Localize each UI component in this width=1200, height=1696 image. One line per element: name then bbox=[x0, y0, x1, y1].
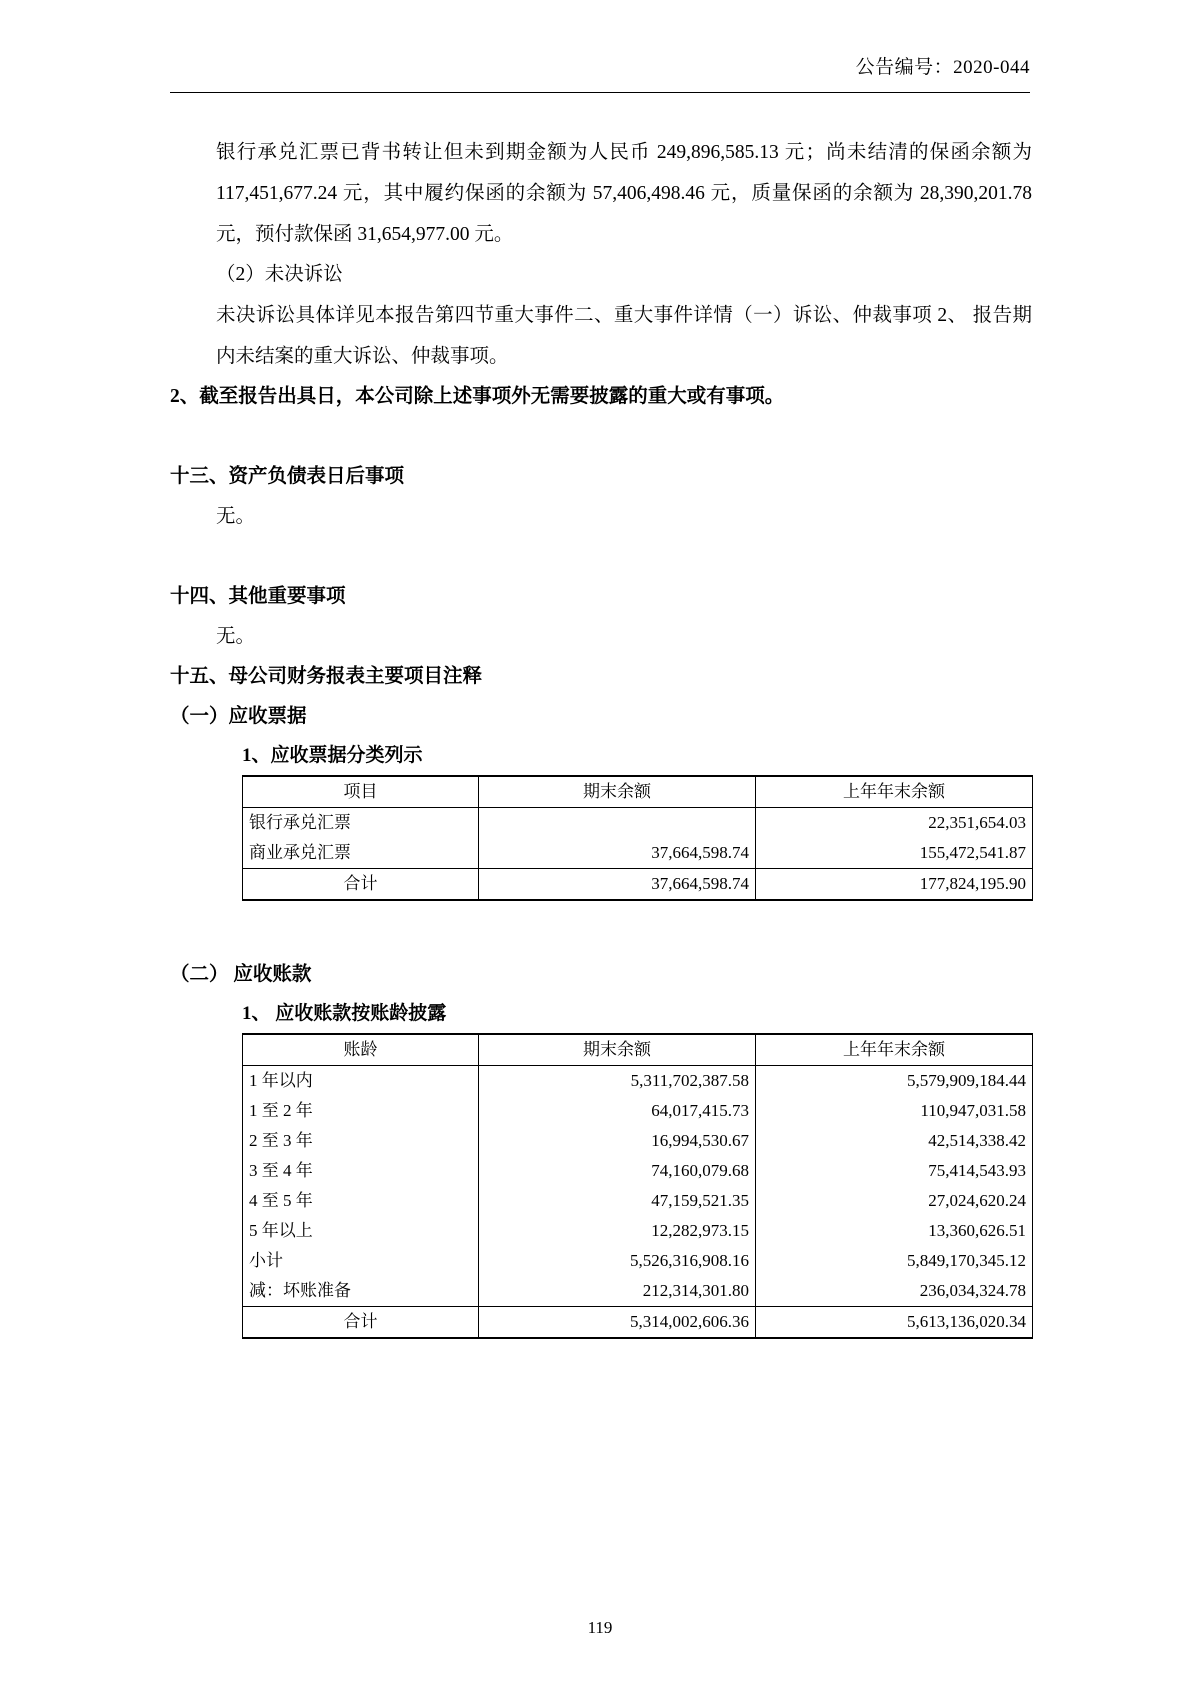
cell-last-year-balance: 5,849,170,345.12 bbox=[756, 1246, 1033, 1276]
paragraph-guarantee-balances: 银行承兑汇票已背书转让但未到期金额为人民币 249,896,585.13 元；尚未结清的保函余额为 117,451,677.24 元，其中履约保函的余额为 57,406,498.46 元，质量保函的余额为 28,390,201.78 元，预付款保函 31,654,977.00 元。 bbox=[216, 142, 1032, 245]
cell-last-year-balance: 42,514,338.42 bbox=[756, 1126, 1033, 1156]
page-header-announcement-number: 公告编号：2020-044 bbox=[855, 57, 1030, 78]
cell-label: 3 至 4 年 bbox=[243, 1156, 479, 1186]
cell-last-year-balance: 75,414,543.93 bbox=[756, 1156, 1033, 1186]
cell-label: 小计 bbox=[243, 1246, 479, 1276]
cell-last-year-balance: 5,579,909,184.44 bbox=[756, 1066, 1033, 1097]
cell-ending-balance: 212,314,301.80 bbox=[479, 1276, 756, 1307]
column-header-item: 项目 bbox=[243, 776, 479, 808]
table-header-row bbox=[243, 776, 1033, 808]
cell-label: 4 至 5 年 bbox=[243, 1186, 479, 1216]
table-row bbox=[243, 1126, 1033, 1156]
cell-last-year-balance: 27,024,620.24 bbox=[756, 1186, 1033, 1216]
cell-label: 5 年以上 bbox=[243, 1216, 479, 1246]
table-row bbox=[243, 838, 1033, 869]
label-pending-litigation: （2）未决诉讼 bbox=[216, 264, 343, 285]
table-row bbox=[243, 1066, 1033, 1097]
cell-last-year-balance: 236,034,324.78 bbox=[756, 1276, 1033, 1307]
column-header-last-year-balance: 上年年末余额 bbox=[756, 1034, 1033, 1066]
table-row bbox=[243, 808, 1033, 839]
cell-last-year-balance: 155,472,541.87 bbox=[756, 838, 1033, 869]
cell-last-year-balance: 5,613,136,020.34 bbox=[756, 1307, 1033, 1339]
section-14-content: 无。 bbox=[216, 626, 256, 647]
cell-label: 1 年以内 bbox=[243, 1066, 479, 1097]
column-header-ending-balance: 期末余额 bbox=[479, 1034, 756, 1066]
cell-ending-balance: 37,664,598.74 bbox=[479, 869, 756, 901]
table-header-row bbox=[243, 1034, 1033, 1066]
table-title-notes-receivable: 1、应收票据分类列示 bbox=[242, 745, 423, 766]
cell-ending-balance: 5,314,002,606.36 bbox=[479, 1307, 756, 1339]
subsection-heading-accounts-receivable: （二） 应收账款 bbox=[170, 964, 312, 985]
table-notes-receivable bbox=[242, 775, 1033, 901]
cell-last-year-balance: 110,947,031.58 bbox=[756, 1096, 1033, 1126]
subsection-heading-notes-receivable: （一）应收票据 bbox=[170, 706, 307, 727]
paragraph-pending-litigation-detail: 未决诉讼具体详见本报告第四节重大事件二、重大事件详情（一）诉讼、仲裁事项 2、 报告期内未结案的重大诉讼、仲裁事项。 bbox=[216, 305, 1032, 367]
cell-label: 合计 bbox=[243, 1307, 479, 1339]
paragraph-no-other-contingencies: 2、截至报告出具日，本公司除上述事项外无需要披露的重大或有事项。 bbox=[170, 386, 785, 407]
cell-ending-balance: 47,159,521.35 bbox=[479, 1186, 756, 1216]
section-13-content: 无。 bbox=[216, 506, 256, 527]
section-heading-15: 十五、母公司财务报表主要项目注释 bbox=[170, 666, 483, 687]
table-row bbox=[243, 1156, 1033, 1186]
cell-label: 合计 bbox=[243, 869, 479, 901]
column-header-ending-balance: 期末余额 bbox=[479, 776, 756, 808]
cell-ending-balance: 16,994,530.67 bbox=[479, 1126, 756, 1156]
cell-label: 银行承兑汇票 bbox=[243, 808, 479, 839]
cell-last-year-balance: 22,351,654.03 bbox=[756, 808, 1033, 839]
table-row bbox=[243, 1276, 1033, 1307]
table-row bbox=[243, 1096, 1033, 1126]
table-total-row bbox=[243, 1307, 1033, 1339]
header-divider bbox=[170, 92, 1030, 93]
cell-label: 1 至 2 年 bbox=[243, 1096, 479, 1126]
section-heading-14: 十四、其他重要事项 bbox=[170, 586, 346, 607]
table-total-row bbox=[243, 869, 1033, 901]
cell-label: 减：坏账准备 bbox=[243, 1276, 479, 1307]
page-number: 119 bbox=[587, 1618, 613, 1637]
table-title-accounts-receivable-aging: 1、 应收账款按账龄披露 bbox=[242, 1003, 447, 1024]
cell-ending-balance: 64,017,415.73 bbox=[479, 1096, 756, 1126]
cell-last-year-balance: 177,824,195.90 bbox=[756, 869, 1033, 901]
cell-label: 2 至 3 年 bbox=[243, 1126, 479, 1156]
table-row bbox=[243, 1246, 1033, 1276]
column-header-last-year-balance: 上年年末余额 bbox=[756, 776, 1033, 808]
cell-label: 商业承兑汇票 bbox=[243, 838, 479, 869]
table-accounts-receivable-aging bbox=[242, 1033, 1033, 1339]
document-content bbox=[170, 132, 1032, 1339]
section-heading-13: 十三、资产负债表日后事项 bbox=[170, 466, 405, 487]
cell-last-year-balance: 13,360,626.51 bbox=[756, 1216, 1033, 1246]
cell-ending-balance bbox=[479, 808, 756, 839]
cell-ending-balance: 74,160,079.68 bbox=[479, 1156, 756, 1186]
cell-ending-balance: 37,664,598.74 bbox=[479, 838, 756, 869]
column-header-aging: 账龄 bbox=[243, 1034, 479, 1066]
cell-ending-balance: 12,282,973.15 bbox=[479, 1216, 756, 1246]
table-row bbox=[243, 1186, 1033, 1216]
table-row bbox=[243, 1216, 1033, 1246]
cell-ending-balance: 5,311,702,387.58 bbox=[479, 1066, 756, 1097]
cell-ending-balance: 5,526,316,908.16 bbox=[479, 1246, 756, 1276]
